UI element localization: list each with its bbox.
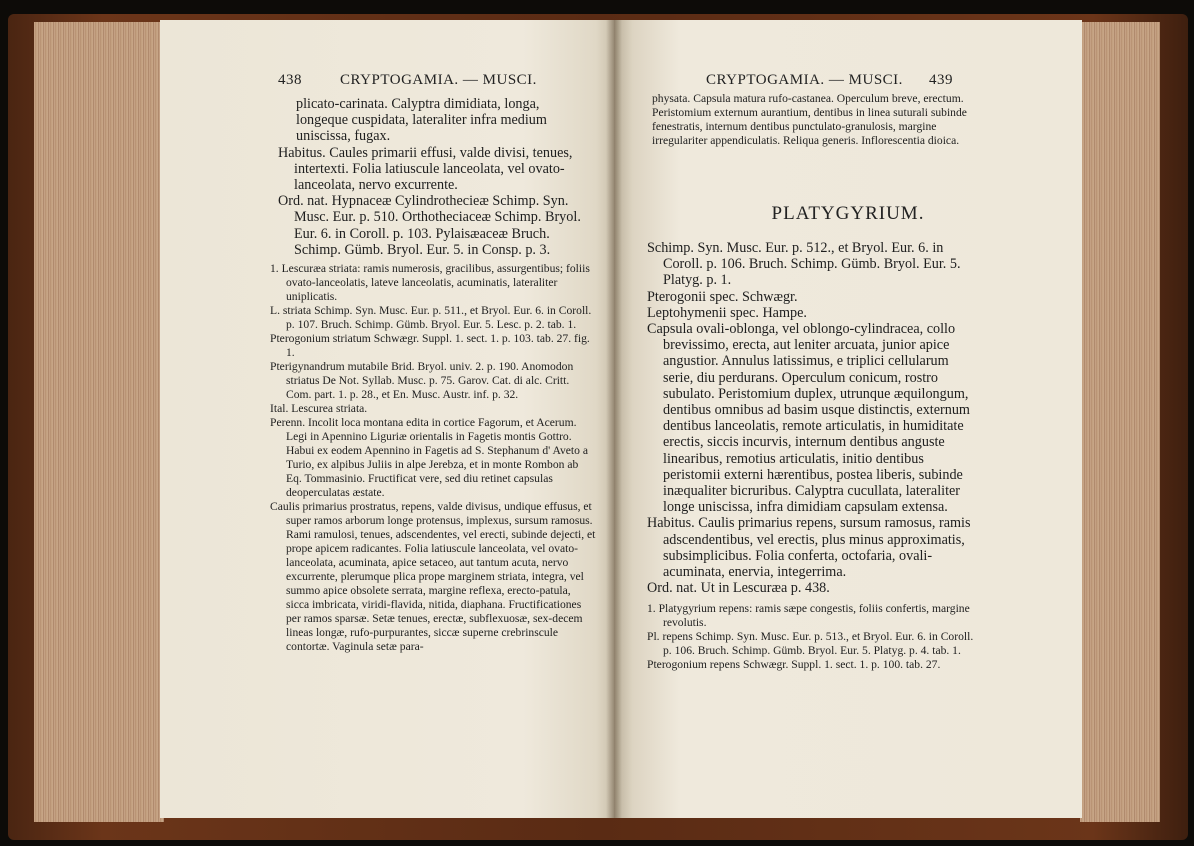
left-page-number: 438	[278, 72, 302, 88]
right-small-text	[647, 602, 982, 672]
right-running-head: CRYPTOGAMIA. — MUSCI.	[706, 72, 903, 88]
left-paragraph: plicato-carinata. Calyptra dimidiata, longa, longeque cuspidata, lateraliter infra medium uniscissa, fugax.	[296, 96, 547, 145]
description-paragraph: Caulis primarius prostratus, repens, valde divisus, undique effusus, et super ramos arborum longe protensus, implexus, sursum ramosus. Rami ramulosi, tenues, adscendentes, vel erecti, subinde dejecti, et prope apicem radicantes. Folia latiuscule lanceolata, vel ovato-lanceolata, acuminata, apice setaceo, aut tantum acuta, nervo excurrente, plerumque plica prope marginem striata, integra, vel summo apice obsolete serrata, margine reflexa, erecto-patula, sicca imbricata, viridi-flavida, nitida, diaphana. Fructificationes per ramos sparsæ. Setæ tenues, erectæ, subflexuosæ, sex-decem lineas longæ, rufo-purpurantes, siccæ superne crebrinscule contortæ. Vaginula setæ para-	[270, 500, 596, 653]
section-title: PLATYGYRIUM.	[771, 203, 925, 224]
right-habitus: Habitus. Caulis primarius repens, sursum ramosus, ramis adscendentibus, vel erectis, plus minus approximatis, subsimplicibus. Folia conferta, octofaria, ovali-acuminata, enervia, integerrima.	[647, 515, 971, 581]
species-description: 1. Platygyrium repens: ramis sæpe congestis, foliis confertis, margine revolutis.	[647, 602, 970, 629]
synonym-entry: Pterogonium striatum Schwægr. Suppl. 1. sect. 1. p. 103. tab. 27. fig. 1.	[270, 332, 590, 359]
synonym-entry: L. striata Schimp. Syn. Musc. Eur. p. 511., et Bryol. Eur. 6. in Coroll. p. 107. Bruch. Schimp. Gümb. Bryol. Eur. 5. Lesc. p. 2. tab. 1.	[270, 304, 592, 331]
synonym-entry: Pterigynandrum mutabile Brid. Bryol. univ. 2. p. 190. Anomodon striatus De Not. Syllab. Musc. p. 75. Garov. Cat. di alc. Critt. Com. part. 1. p. 28., et En. Musc. Austr. inf. p. 32.	[270, 360, 574, 401]
left-page-edges	[34, 22, 164, 822]
genus-reference: Schimp. Syn. Musc. Eur. p. 512., et Bryol. Eur. 6. in Coroll. p. 106. Bruch. Schimp. Gümb. Bryol. Eur. 5. Platyg. p. 1.	[647, 240, 961, 289]
left-ord-nat: Ord. nat. Hypnaceæ Cylindrotheciеæ Schimp. Syn. Musc. Eur. p. 510. Orthotheciaceæ Schimp. Bryol. Eur. 6. in Coroll. p. 103. Pylaisæaceæ Bruch. Schimp. Gümb. Bryol. Eur. 5. in Consp. p. 3.	[278, 193, 581, 258]
right-ord-nat: Ord. nat. Ut in Lescuræa p. 438.	[647, 580, 830, 597]
genus-description: Capsula ovali-oblonga, vel oblongo-cylindracea, collo brevissimo, erecta, aut leniter arcuata, junior apice angustior. Annulus latissimus, e triplici cellularum serie, diu perdurans. Operculum conicum, rostro subulato. Peristomium duplex, utrunque æquilongum, dentibus omnibus ad basim usque distinctis, externum dentibus lanceolatis, remote articulatis, in humiditate erectis, siccis incurvis, internum dentibus anguste linearibus, remotius articulatis, initio dentibus peristomii externi hærentibus, postea liberis, subinde inæqualiter bicruribus. Calyptra cucullata, lateraliter longe uniscissa, infra dimidiam capsulam extensa.	[647, 321, 970, 516]
left-top-text	[278, 96, 594, 258]
genus-synonym: Pterogonii spec. Schwægr.	[647, 288, 798, 305]
synonym-entry: Pl. repens Schimp. Syn. Musc. Eur. p. 513., et Bryol. Eur. 6. in Coroll. p. 106. Bruch. Schimp. Gümb. Bryol. Eur. 5. Platyg. p. 4. tab. 1.	[647, 630, 974, 657]
habitat-paragraph: Perenn. Incolit loca montana edita in cortice Fagorum, et Acerum. Legi in Apennino Liguriæ orientalis in Fagetis montis Gottro. Habui ex eodem Apennino in Fagetis ad S. Stephanum d' Aveto a Turio, ex alpibus Juliis in alpe Jerebza, et in monte Rombon ab Eq. Tommasinio. Fructificat vere, sed diu retinet capsulas deoperculatas æstate.	[270, 416, 588, 499]
left-running-head: CRYPTOGAMIA. — MUSCI.	[340, 72, 537, 88]
left-small-text	[270, 262, 596, 654]
right-main-text	[647, 240, 982, 596]
right-page-edges	[1080, 22, 1160, 822]
genus-synonym: Leptohymenii spec. Hampe.	[647, 304, 807, 321]
species-description: 1. Lescuræa striata: ramis numerosis, gracilibus, assurgentibus; foliis ovato-lanceolatis, lateve lanceolatis, acuminatis, lateraliter uniplicatis.	[270, 262, 590, 303]
italian-name: Ital. Lescurea striata.	[270, 402, 368, 415]
book-gutter	[606, 20, 622, 818]
left-habitus: Habitus. Caules primarii effusi, valde divisi, tenues, intertexti. Folia latiuscule lanceolata, vel ovato-lanceolata, nervo excurrente.	[278, 144, 573, 194]
synonym-entry: Pterogonium repens Schwægr. Suppl. 1. sect. 1. p. 100. tab. 27.	[647, 658, 941, 671]
right-page-number: 439	[929, 72, 953, 88]
right-intro-text: physata. Capsula matura rufo-castanea. Operculum breve, erectum. Peristomium externum aurantium, dentibus in linea suturali subinde fenestratis, internum dentibus punctulato-granulosis, margine irregulariter appendiculatis. Reliqua generis. Inflorescentia dioica.	[652, 92, 967, 147]
